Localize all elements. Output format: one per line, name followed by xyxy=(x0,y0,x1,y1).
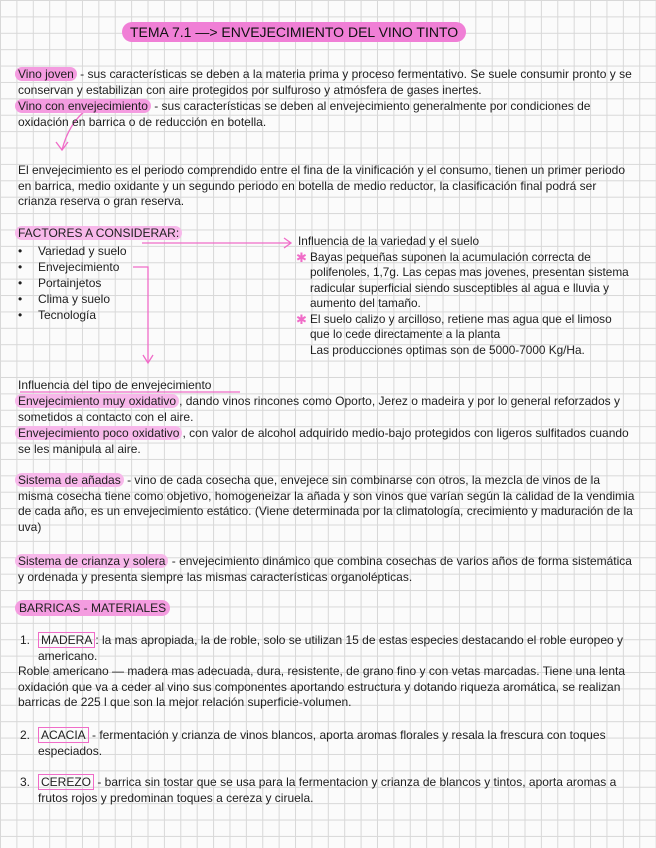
variedad-points xyxy=(298,250,633,359)
factores-heading: FACTORES A CONSIDERAR: xyxy=(15,226,182,240)
list-item: • Variedad y suelo xyxy=(18,244,218,260)
vino-crianza-paragraph xyxy=(18,99,638,130)
list-item: • Envejecimiento xyxy=(18,260,218,276)
madera-term: MADERA xyxy=(38,632,95,648)
roble-americano-paragraph: Roble americano — madera mas adecuada, dura, resistente, de grano fino y con vetas marcadas. Tiene una lenta oxidación que va a ceder al vino sus componentes aportando estructura y dotando riqueza aromática, se realizan barricas de 225 l que son la mejor relación superficie-volumen. xyxy=(18,664,626,709)
vino-crianza-term: Vino con envejecimiento xyxy=(15,99,151,113)
vino-joven-text: - sus características se deben a la materia prima y proceso fermentativo. Se suele consumir pronto y se conservan y estabilizan con aire protegidos por sulfuroso y atmósfera de gases inertes. xyxy=(18,67,632,97)
list-item: • Tecnología xyxy=(18,308,218,324)
list-item: ✱ Bayas pequeñas suponen la acumulación correcta de polifenoles, 1,7g. Las cepas mas jovenes, presentan sistema radicular superficial siendo susceptibles al agua e lluvia y aumento del tamaño. xyxy=(296,249,629,310)
madera-item: 1. MADERA : la mas apropiada, la de roble, solo se utilizan 15 de estas especies destacando el roble europeo y americano. Roble americano — madera mas adecuada, dura, resistente, de grano fino y con vetas marcadas. Tiene una lenta oxidación que va a ceder al vino sus componentes aportando estructura y dotando riqueza aromática, se realizan barricas de 225 l que son la mejor relación superficie-volumen. xyxy=(18,633,638,711)
factores-section xyxy=(18,226,218,324)
acacia-number: 2. xyxy=(20,728,31,742)
cerezo-term: CEREZO xyxy=(38,774,94,790)
factores-list xyxy=(18,244,218,324)
poco-oxidativo-term: Envejecimiento poco oxidativo xyxy=(15,426,182,440)
variedad-section xyxy=(298,234,633,358)
list-item: • Portainjetos xyxy=(18,276,218,292)
vino-joven-term: Vino joven xyxy=(15,67,77,81)
anadas-paragraph: Sistema de añadas - vino de cada cosecha que, envejece sin combinarse con otros, la mezcla de vinos de la misma cosecha tiene como objetivo, homogeneizar la añada y son vinos que varían según la calidad de la vendimia de cada año, es un envejecimiento estático. (Viene determinada por la climatología, crecimiento y maduración de la uva) xyxy=(18,473,638,535)
anadas-term: Sistema de añadas xyxy=(15,473,124,487)
acacia-item: 2. ACACIA - fermentación y crianza de vinos blancos, aporta aromas florales y resala la frescura con toques especiados. xyxy=(20,728,606,758)
barricas-heading-wrap xyxy=(18,601,170,617)
muy-oxidativo-paragraph: Envejecimiento muy oxidativo , dando vinos rincones como Oporto, Jerez o madeira y por lo general reforzados y sometidos a contacto con el aire. xyxy=(18,394,638,425)
cerezo-item: 3. CEREZO - barrica sin tostar que se usa para la fermentacion y crianza de blancos y tintos, aporta aromas a frutos rojos y predominan toques a cereza y ciruela. xyxy=(20,775,617,805)
asterisk-icon: ✱ xyxy=(296,311,307,327)
vino-joven-paragraph xyxy=(18,67,638,98)
asterisk-icon: ✱ xyxy=(296,249,307,265)
page-title: TEMA 7.1 —> ENVEJECIMIENTO DEL VINO TINTO xyxy=(122,22,466,42)
solera-paragraph: Sistema de crianza y solera - envejecimiento dinámico que combina cosechas de varios años de forma sistemática y ordenada y presenta siempre las mismas características organolépticas. xyxy=(18,554,638,585)
variedad-heading: Influencia de la variedad y el suelo xyxy=(298,234,480,248)
list-item: ✱ El suelo calizo y arcilloso, retiene mas agua que el limoso que lo cede directamente a la planta Las producciones optimas son de 5000-7000 Kg/Ha. xyxy=(296,311,612,357)
list-item: • Clima y suelo xyxy=(18,292,218,308)
vino-crianza-text: - sus características se deben al envejecimiento generalmente por condiciones de oxidación en barrica o de reducción en botella. xyxy=(18,99,591,129)
tipo-heading: Influencia del tipo de envejecimiento xyxy=(18,378,212,392)
acacia-term: ACACIA xyxy=(38,727,89,743)
barricas-heading: BARRICAS - MATERIALES xyxy=(15,600,170,616)
envejecimiento-paragraph: El envejecimiento es el periodo comprendido entre el fina de la vinificación y el consumo, tienen un primer periodo en barrica, medio oxidante y un segundo periodo en botella de medio reductor, la clasificación final podrá ser crianza reserva o gran reserva. xyxy=(18,163,626,208)
solera-term: Sistema de crianza y solera xyxy=(15,554,168,568)
cerezo-number: 3. xyxy=(20,775,31,789)
poco-oxidativo-paragraph: Envejecimiento poco oxidativo , con valor de alcohol adquirido medio-bajo protegidos con ligeros sulfitados cuando se les manipula al aire. xyxy=(18,426,638,457)
muy-oxidativo-term: Envejecimiento muy oxidativo xyxy=(15,394,179,408)
madera-number: 1. xyxy=(20,633,31,647)
